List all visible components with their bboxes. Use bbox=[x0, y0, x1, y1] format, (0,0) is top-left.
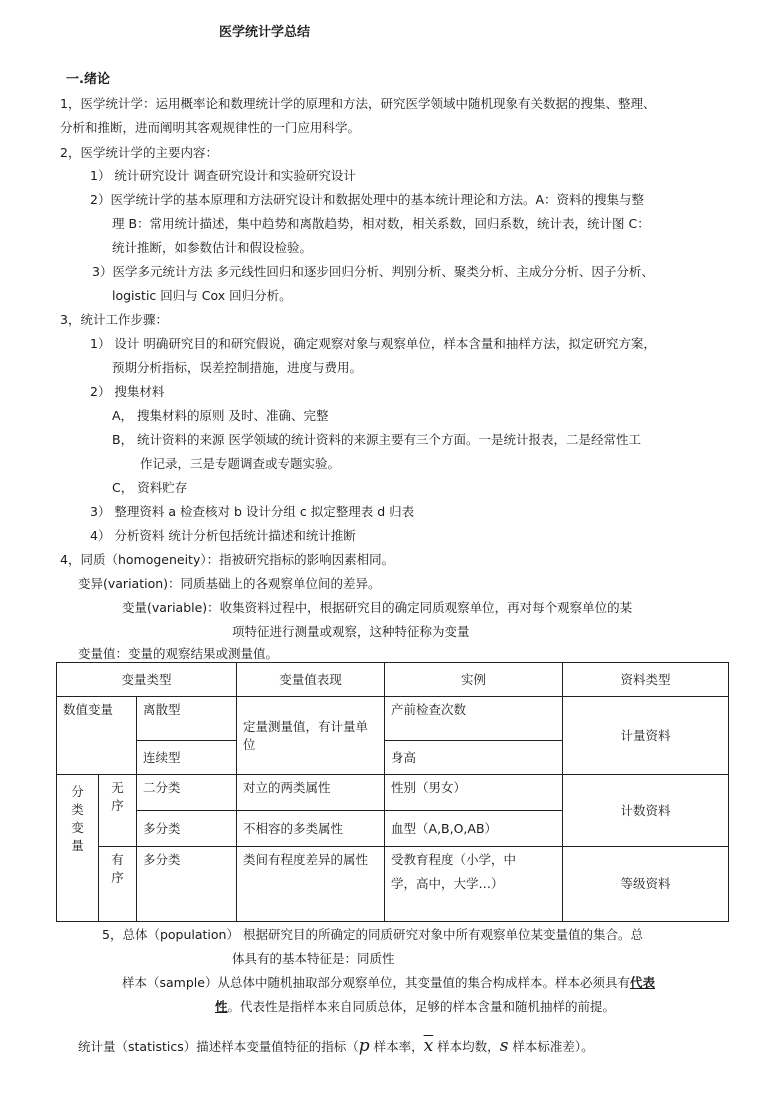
table-cell bbox=[385, 847, 563, 922]
table-cell: 离散型 bbox=[137, 697, 237, 741]
text-span: 样本标准差）。 bbox=[508, 1039, 594, 1054]
statistics-line bbox=[78, 1034, 594, 1059]
table-cell: 类间有程度差异的属性 bbox=[237, 847, 385, 922]
para-line: 变异(variation)：同质基础上的各观察单位间的差异。 bbox=[78, 576, 381, 591]
page-title: 医学统计学总结 bbox=[219, 25, 311, 40]
char: 变 bbox=[71, 820, 84, 835]
list-item: 2） 搜集材料 bbox=[90, 384, 165, 399]
symbol-p: p bbox=[358, 1036, 370, 1056]
para-line: 5，总体（population） 根据研究目的所确定的同质研究对象中所有观察单位某变量值的集合。总 bbox=[102, 927, 643, 942]
table-cell: 等级资料 bbox=[563, 847, 729, 922]
text-span: 统计量（statistics）描述样本变量值特征的指标（ bbox=[78, 1039, 359, 1054]
table-header: 变量值表现 bbox=[237, 663, 385, 697]
para-line: 2，医学统计学的主要内容： bbox=[60, 145, 218, 160]
text-span: 样本均数， bbox=[433, 1039, 500, 1054]
para-line: 分析和推断，进而阐明其客观规律性的一门应用科学。 bbox=[60, 120, 361, 135]
underlined-text: 性 bbox=[215, 999, 228, 1014]
list-item: 1） 设计 明确研究目的和研究假说，确定观察对象与观察单位，样本含量和抽样方法，拟定研究方案， bbox=[90, 336, 656, 351]
table-cell: 不相容的多类属性 bbox=[237, 811, 385, 847]
char: 分 bbox=[71, 784, 84, 799]
para-line: 体具有的基本特征是：同质性 bbox=[232, 951, 395, 966]
table-cell: 数值变量 bbox=[57, 697, 137, 775]
symbol-x-bar: $\overline{x}$ bbox=[423, 1036, 434, 1056]
table-cell: 定量测量值，有计量单位 bbox=[237, 697, 385, 775]
list-item: 理 B：常用统计描述，集中趋势和离散趋势，相对数，相关系数，回归系数，统计表，统计图 C： bbox=[112, 216, 650, 231]
sub-item: C， 资料贮存 bbox=[112, 480, 188, 495]
sub-item: B， 统计资料的来源 医学领域的统计资料的来源主要有三个方面。一是统计报表，二是经常性工 bbox=[112, 432, 642, 447]
table-cell: 对立的两类属性 bbox=[237, 775, 385, 811]
underlined-text: 代表 bbox=[629, 975, 655, 990]
char: 类 bbox=[71, 802, 84, 817]
para-line: 变量(variable)：收集资料过程中，根据研究目的确定同质观察单位，再对每个观察单位的某 bbox=[122, 600, 633, 615]
para-line: 4，同质（homogeneity）：指被研究指标的影响因素相同。 bbox=[60, 552, 395, 567]
list-item: 预期分析指标，误差控制措施，进度与费用。 bbox=[112, 360, 363, 375]
table-cell: 二分类 bbox=[137, 775, 237, 811]
char: 序 bbox=[111, 798, 124, 813]
list-item: 3）医学多元统计方法 多元线性回归和逐步回归分析、判别分析、聚类分析、主成分分析、因子分析、 bbox=[92, 264, 654, 279]
cell-line: 受教育程度（小学，中 bbox=[391, 852, 517, 867]
list-item: 1） 统计研究设计 调查研究设计和实验研究设计 bbox=[90, 168, 356, 183]
sub-item: 作记录，三是专题调查或专题实验。 bbox=[140, 456, 341, 471]
sub-item: A， 搜集材料的原则 及时、准确、完整 bbox=[112, 408, 329, 423]
table-header: 变量类型 bbox=[57, 663, 237, 697]
para-line bbox=[122, 974, 655, 992]
text-span: 样本率， bbox=[369, 1039, 424, 1054]
table-cell: 计量资料 bbox=[563, 697, 729, 775]
cell-line: 学，高中，大学…） bbox=[391, 876, 504, 891]
variable-type-table bbox=[56, 662, 729, 922]
table-cell: 性别（男女） bbox=[385, 775, 563, 811]
list-item: 2）医学统计学的基本原理和方法研究设计和数据处理中的基本统计理论和方法。A：资料的搜集与整 bbox=[90, 192, 645, 207]
char: 有 bbox=[111, 852, 124, 867]
list-item: 统计推断，如参数估计和假设检验。 bbox=[112, 240, 313, 255]
para-line bbox=[215, 998, 615, 1016]
symbol-s: s bbox=[499, 1036, 509, 1056]
char: 量 bbox=[71, 838, 84, 853]
table-cell: 多分类 bbox=[137, 811, 237, 847]
table-header: 实例 bbox=[385, 663, 563, 697]
char: 序 bbox=[111, 870, 124, 885]
list-item: 4） 分析资料 统计分析包括统计描述和统计推断 bbox=[90, 528, 356, 543]
section-heading: 一.绪论 bbox=[66, 72, 110, 87]
table-cell: 多分类 bbox=[137, 847, 237, 922]
table-cell: 身高 bbox=[385, 741, 563, 775]
list-item: logistic 回归与 Cox 回归分析。 bbox=[112, 288, 292, 303]
table-cell: 血型（A,B,O,AB） bbox=[385, 811, 563, 847]
table-cell: 产前检查次数 bbox=[385, 697, 563, 741]
para-line: 3，统计工作步骤： bbox=[60, 312, 168, 327]
table-cell bbox=[99, 847, 137, 922]
table-cell: 计数资料 bbox=[563, 775, 729, 847]
para-line: 变量值：变量的观察结果或测量值。 bbox=[78, 646, 279, 661]
table-cell bbox=[99, 775, 137, 847]
table-header: 资料类型 bbox=[563, 663, 729, 697]
para-line: 项特征进行测量或观察，这种特征称为变量 bbox=[232, 624, 470, 639]
table-cell: 连续型 bbox=[137, 741, 237, 775]
table-cell bbox=[57, 775, 99, 922]
char: 无 bbox=[111, 780, 124, 795]
text-span: 样本（sample）从总体中随机抽取部分观察单位，其变量值的集合构成样本。样本必须具有 bbox=[122, 975, 630, 990]
para-line: 1，医学统计学：运用概率论和数理统计学的原理和方法，研究医学领域中随机现象有关数据的搜集、整理、 bbox=[60, 96, 656, 111]
list-item: 3） 整理资料 a 检查核对 b 设计分组 c 拟定整理表 d 归表 bbox=[90, 504, 415, 519]
text-span: 。代表性是指样本来自同质总体，足够的样本含量和随机抽样的前提。 bbox=[227, 999, 616, 1014]
